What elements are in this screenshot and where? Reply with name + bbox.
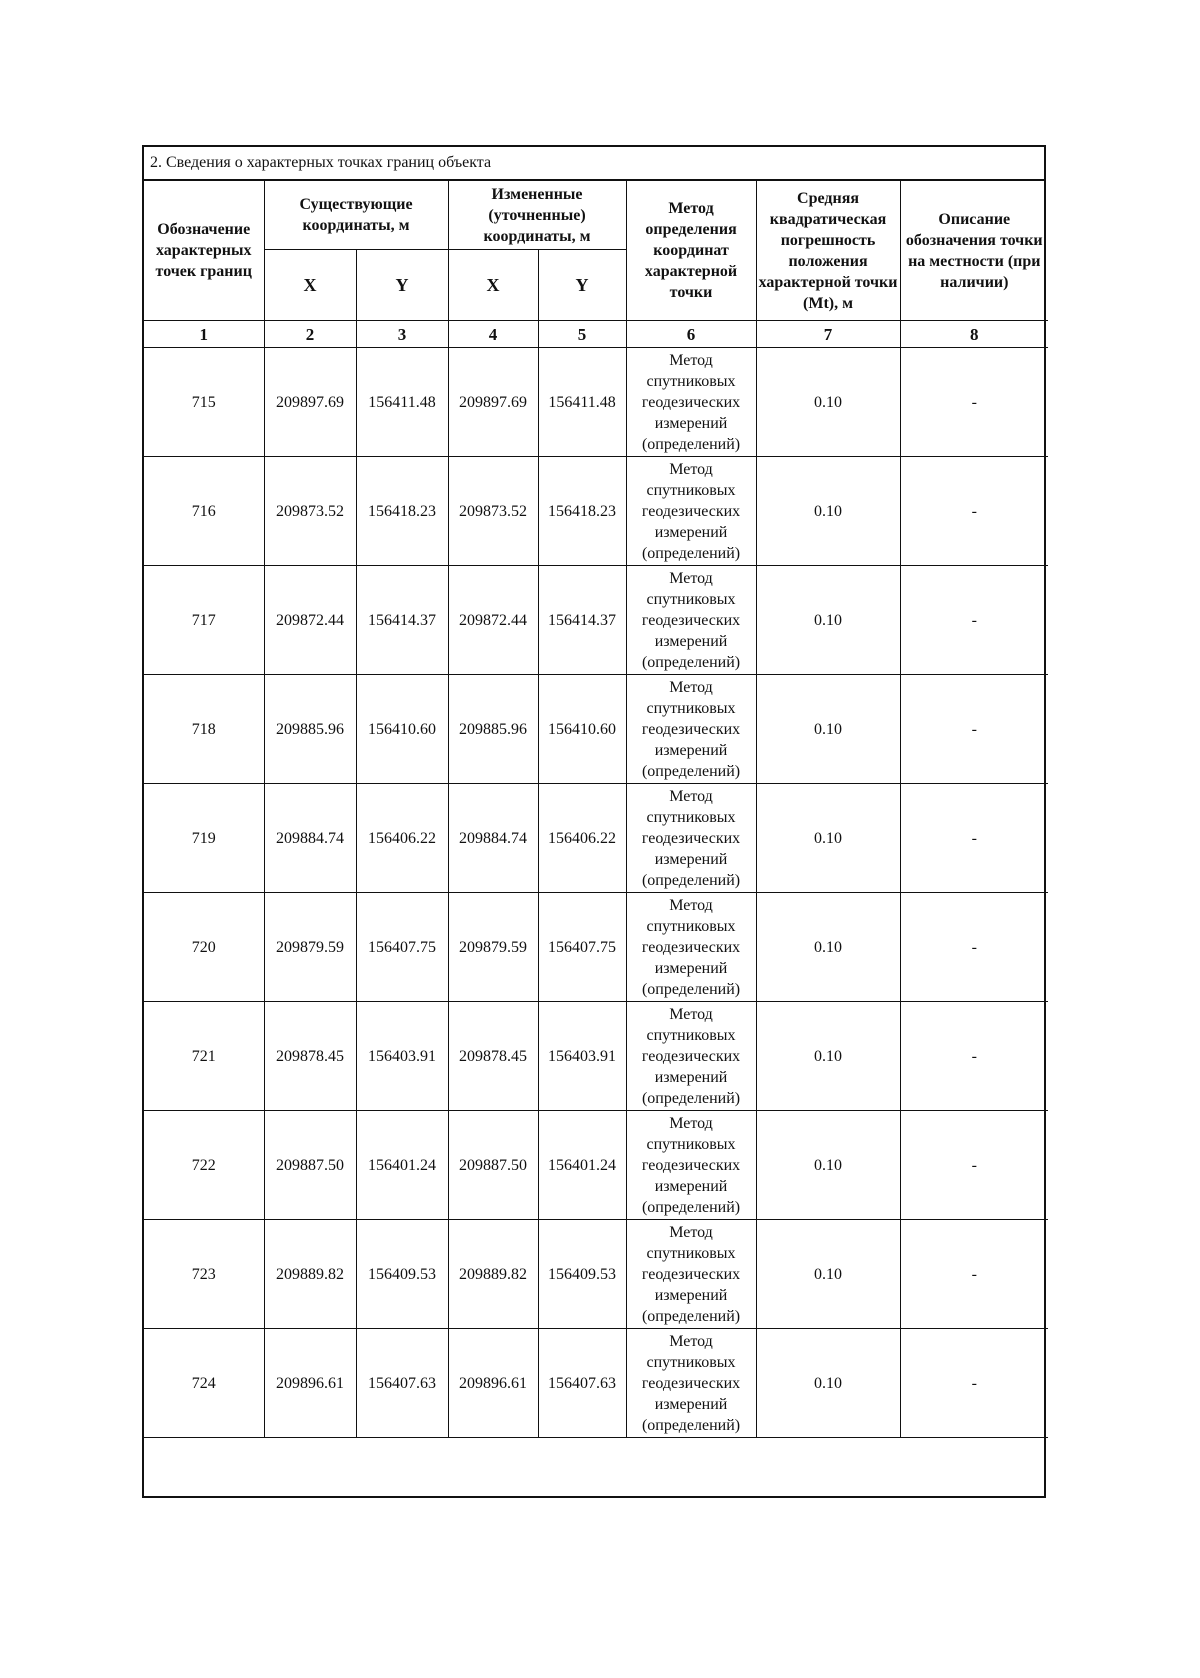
error-cell: 0.10 xyxy=(756,1002,900,1111)
method-cell: Метод спутниковых геодезических измерений (определений) xyxy=(626,893,756,1002)
description-cell: - xyxy=(900,1220,1048,1329)
description-cell: - xyxy=(900,348,1048,457)
error-cell: 0.10 xyxy=(756,1220,900,1329)
method-cell: Метод спутниковых геодезических измерений (определений) xyxy=(626,1002,756,1111)
changed-y-cell: 156407.63 xyxy=(538,1329,626,1438)
method-cell: Метод спутниковых геодезических измерений (определений) xyxy=(626,1329,756,1438)
column-number: 1 xyxy=(144,321,264,348)
point-number-cell: 719 xyxy=(144,784,264,893)
table-row xyxy=(144,457,1048,566)
column-number: 4 xyxy=(448,321,538,348)
boundary-points-table xyxy=(144,181,1048,1496)
existing-y-cell: 156410.60 xyxy=(356,675,448,784)
error-cell: 0.10 xyxy=(756,1329,900,1438)
existing-x-cell: 209889.82 xyxy=(264,1220,356,1329)
existing-x-cell: 209885.96 xyxy=(264,675,356,784)
table-row xyxy=(144,1111,1048,1220)
existing-x-cell: 209878.45 xyxy=(264,1002,356,1111)
description-cell: - xyxy=(900,566,1048,675)
table-row xyxy=(144,566,1048,675)
existing-x-cell: 209873.52 xyxy=(264,457,356,566)
method-cell: Метод спутниковых геодезических измерений (определений) xyxy=(626,675,756,784)
header-y-changed: Y xyxy=(538,250,626,321)
table-row xyxy=(144,893,1048,1002)
table-row xyxy=(144,1002,1048,1111)
changed-x-cell: 209878.45 xyxy=(448,1002,538,1111)
description-cell: - xyxy=(900,1111,1048,1220)
column-number: 8 xyxy=(900,321,1048,348)
point-number-cell: 715 xyxy=(144,348,264,457)
header-method: Метод определения координат характерной точки xyxy=(626,181,756,321)
changed-x-cell: 209879.59 xyxy=(448,893,538,1002)
error-cell: 0.10 xyxy=(756,893,900,1002)
error-cell: 0.10 xyxy=(756,1111,900,1220)
changed-y-cell: 156411.48 xyxy=(538,348,626,457)
method-cell: Метод спутниковых геодезических измерений (определений) xyxy=(626,784,756,893)
empty-footer-row xyxy=(144,1438,1048,1497)
header-y-existing: Y xyxy=(356,250,448,321)
header-x-changed: X xyxy=(448,250,538,321)
point-number-cell: 716 xyxy=(144,457,264,566)
point-number-cell: 721 xyxy=(144,1002,264,1111)
method-cell: Метод спутниковых геодезических измерений (определений) xyxy=(626,457,756,566)
table-row xyxy=(144,1220,1048,1329)
column-number-row xyxy=(144,321,1048,348)
point-number-cell: 717 xyxy=(144,566,264,675)
header-x-existing: X xyxy=(264,250,356,321)
error-cell: 0.10 xyxy=(756,457,900,566)
error-cell: 0.10 xyxy=(756,566,900,675)
changed-y-cell: 156414.37 xyxy=(538,566,626,675)
table-row xyxy=(144,784,1048,893)
description-cell: - xyxy=(900,675,1048,784)
changed-x-cell: 209885.96 xyxy=(448,675,538,784)
header-description: Описание обозначения точки на местности (при наличии) xyxy=(900,181,1048,321)
existing-x-cell: 209879.59 xyxy=(264,893,356,1002)
changed-y-cell: 156401.24 xyxy=(538,1111,626,1220)
column-number: 7 xyxy=(756,321,900,348)
existing-x-cell: 209896.61 xyxy=(264,1329,356,1438)
point-number-cell: 722 xyxy=(144,1111,264,1220)
changed-x-cell: 209897.69 xyxy=(448,348,538,457)
changed-y-cell: 156418.23 xyxy=(538,457,626,566)
header-existing-coords: Существующие координаты, м xyxy=(264,181,448,250)
column-number: 5 xyxy=(538,321,626,348)
description-cell: - xyxy=(900,1329,1048,1438)
changed-y-cell: 156409.53 xyxy=(538,1220,626,1329)
existing-x-cell: 209887.50 xyxy=(264,1111,356,1220)
column-number: 6 xyxy=(626,321,756,348)
error-cell: 0.10 xyxy=(756,348,900,457)
changed-x-cell: 209889.82 xyxy=(448,1220,538,1329)
header-row-top xyxy=(144,181,1048,250)
error-cell: 0.10 xyxy=(756,784,900,893)
existing-y-cell: 156418.23 xyxy=(356,457,448,566)
existing-x-cell: 209897.69 xyxy=(264,348,356,457)
changed-x-cell: 209896.61 xyxy=(448,1329,538,1438)
changed-y-cell: 156403.91 xyxy=(538,1002,626,1111)
existing-y-cell: 156401.24 xyxy=(356,1111,448,1220)
point-number-cell: 718 xyxy=(144,675,264,784)
changed-x-cell: 209873.52 xyxy=(448,457,538,566)
existing-y-cell: 156414.37 xyxy=(356,566,448,675)
method-cell: Метод спутниковых геодезических измерений (определений) xyxy=(626,348,756,457)
table-body xyxy=(144,348,1048,1438)
column-number: 2 xyxy=(264,321,356,348)
changed-y-cell: 156410.60 xyxy=(538,675,626,784)
existing-x-cell: 209872.44 xyxy=(264,566,356,675)
existing-x-cell: 209884.74 xyxy=(264,784,356,893)
header-point-designation: Обозначение характерных точек границ xyxy=(144,181,264,321)
description-cell: - xyxy=(900,893,1048,1002)
point-number-cell: 723 xyxy=(144,1220,264,1329)
method-cell: Метод спутниковых геодезических измерений (определений) xyxy=(626,1111,756,1220)
header-changed-coords: Измененные (уточненные) координаты, м xyxy=(448,181,626,250)
existing-y-cell: 156407.75 xyxy=(356,893,448,1002)
description-cell: - xyxy=(900,784,1048,893)
boundary-points-table-container xyxy=(142,145,1046,1498)
method-cell: Метод спутниковых геодезических измерений (определений) xyxy=(626,1220,756,1329)
method-cell: Метод спутниковых геодезических измерений (определений) xyxy=(626,566,756,675)
point-number-cell: 724 xyxy=(144,1329,264,1438)
error-cell: 0.10 xyxy=(756,675,900,784)
changed-x-cell: 209872.44 xyxy=(448,566,538,675)
changed-y-cell: 156406.22 xyxy=(538,784,626,893)
header-error: Средняя квадратическая погрешность положения характерной точки (Mt), м xyxy=(756,181,900,321)
section-title: 2. Сведения о характерных точках границ объекта xyxy=(144,147,1044,181)
existing-y-cell: 156411.48 xyxy=(356,348,448,457)
changed-x-cell: 209884.74 xyxy=(448,784,538,893)
existing-y-cell: 156407.63 xyxy=(356,1329,448,1438)
empty-footer-cell xyxy=(144,1438,1048,1497)
existing-y-cell: 156409.53 xyxy=(356,1220,448,1329)
description-cell: - xyxy=(900,1002,1048,1111)
existing-y-cell: 156406.22 xyxy=(356,784,448,893)
description-cell: - xyxy=(900,457,1048,566)
point-number-cell: 720 xyxy=(144,893,264,1002)
existing-y-cell: 156403.91 xyxy=(356,1002,448,1111)
table-row xyxy=(144,675,1048,784)
column-number: 3 xyxy=(356,321,448,348)
table-row xyxy=(144,1329,1048,1438)
table-row xyxy=(144,348,1048,457)
changed-x-cell: 209887.50 xyxy=(448,1111,538,1220)
changed-y-cell: 156407.75 xyxy=(538,893,626,1002)
